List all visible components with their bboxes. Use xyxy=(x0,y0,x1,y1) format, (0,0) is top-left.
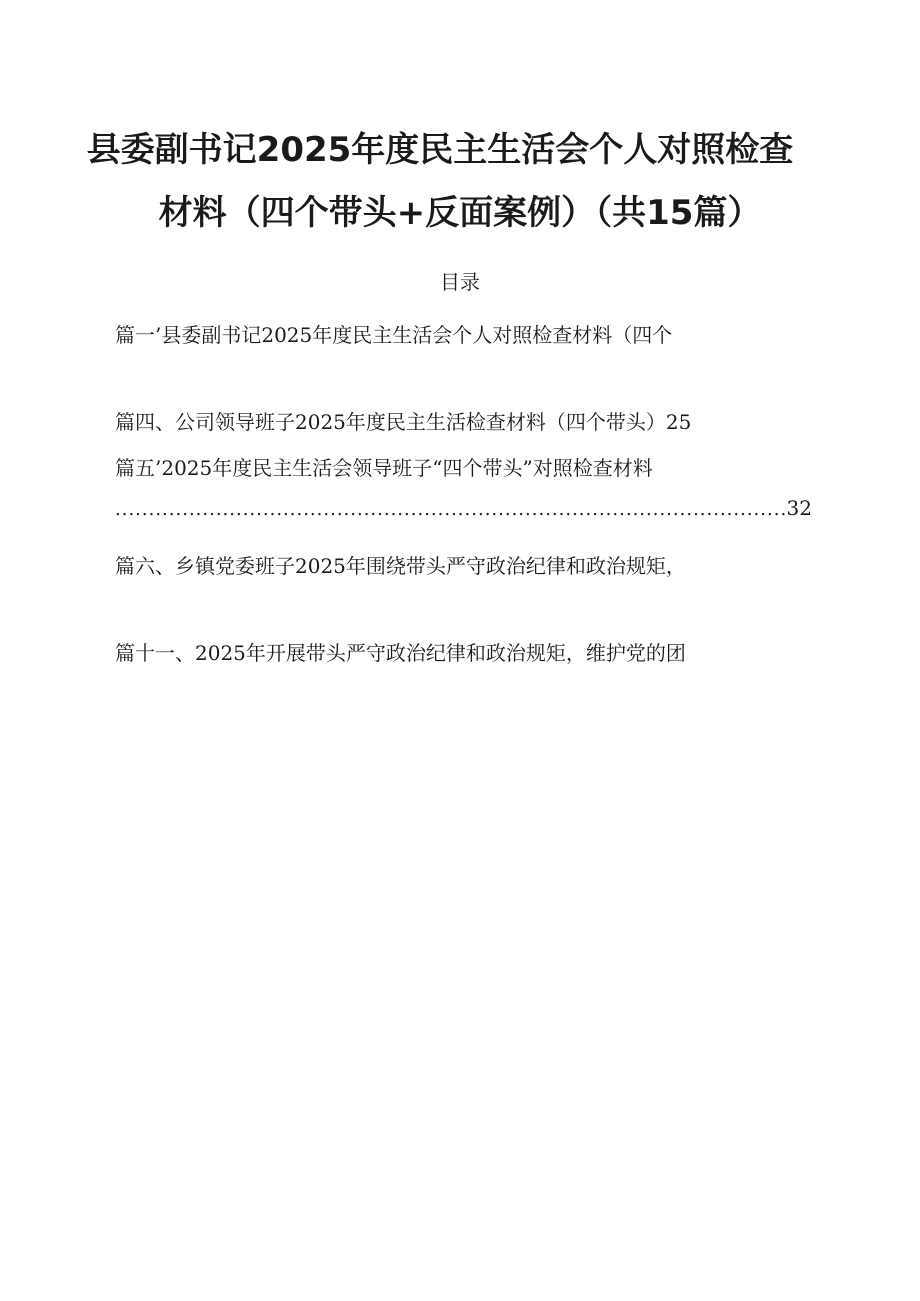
toc-entry-11[interactable]: 篇十一、2025年开展带头严守政治纪律和政治规矩，维护党的团 xyxy=(115,641,686,665)
toc-entry-6[interactable]: 篇六、乡镇党委班子2025年围绕带头严守政治纪律和政治规矩， xyxy=(115,554,686,578)
toc-entry-5-leader xyxy=(115,496,812,520)
document-title-line-2: 材料（四个带头+反面案例）（共15篇） xyxy=(158,193,762,233)
toc-entry-1[interactable]: 篇一’县委副书记2025年度民主生活会个人对照检查材料（四个 xyxy=(115,323,673,347)
toc-heading: 目录 xyxy=(440,270,480,294)
toc-entry-4[interactable]: 篇四、公司领导班子2025年度民主生活检查材料（四个带头）25 xyxy=(115,410,692,434)
document-title-line-1: 县委副书记2025年度民主生活会个人对照检查 xyxy=(86,130,794,170)
dot-leader xyxy=(115,499,785,520)
toc-entry-5[interactable]: 篇五’2025年度民主生活会领导班子“四个带头”对照检查材料 xyxy=(115,456,653,480)
toc-entry-5-page: 32 xyxy=(786,496,812,520)
